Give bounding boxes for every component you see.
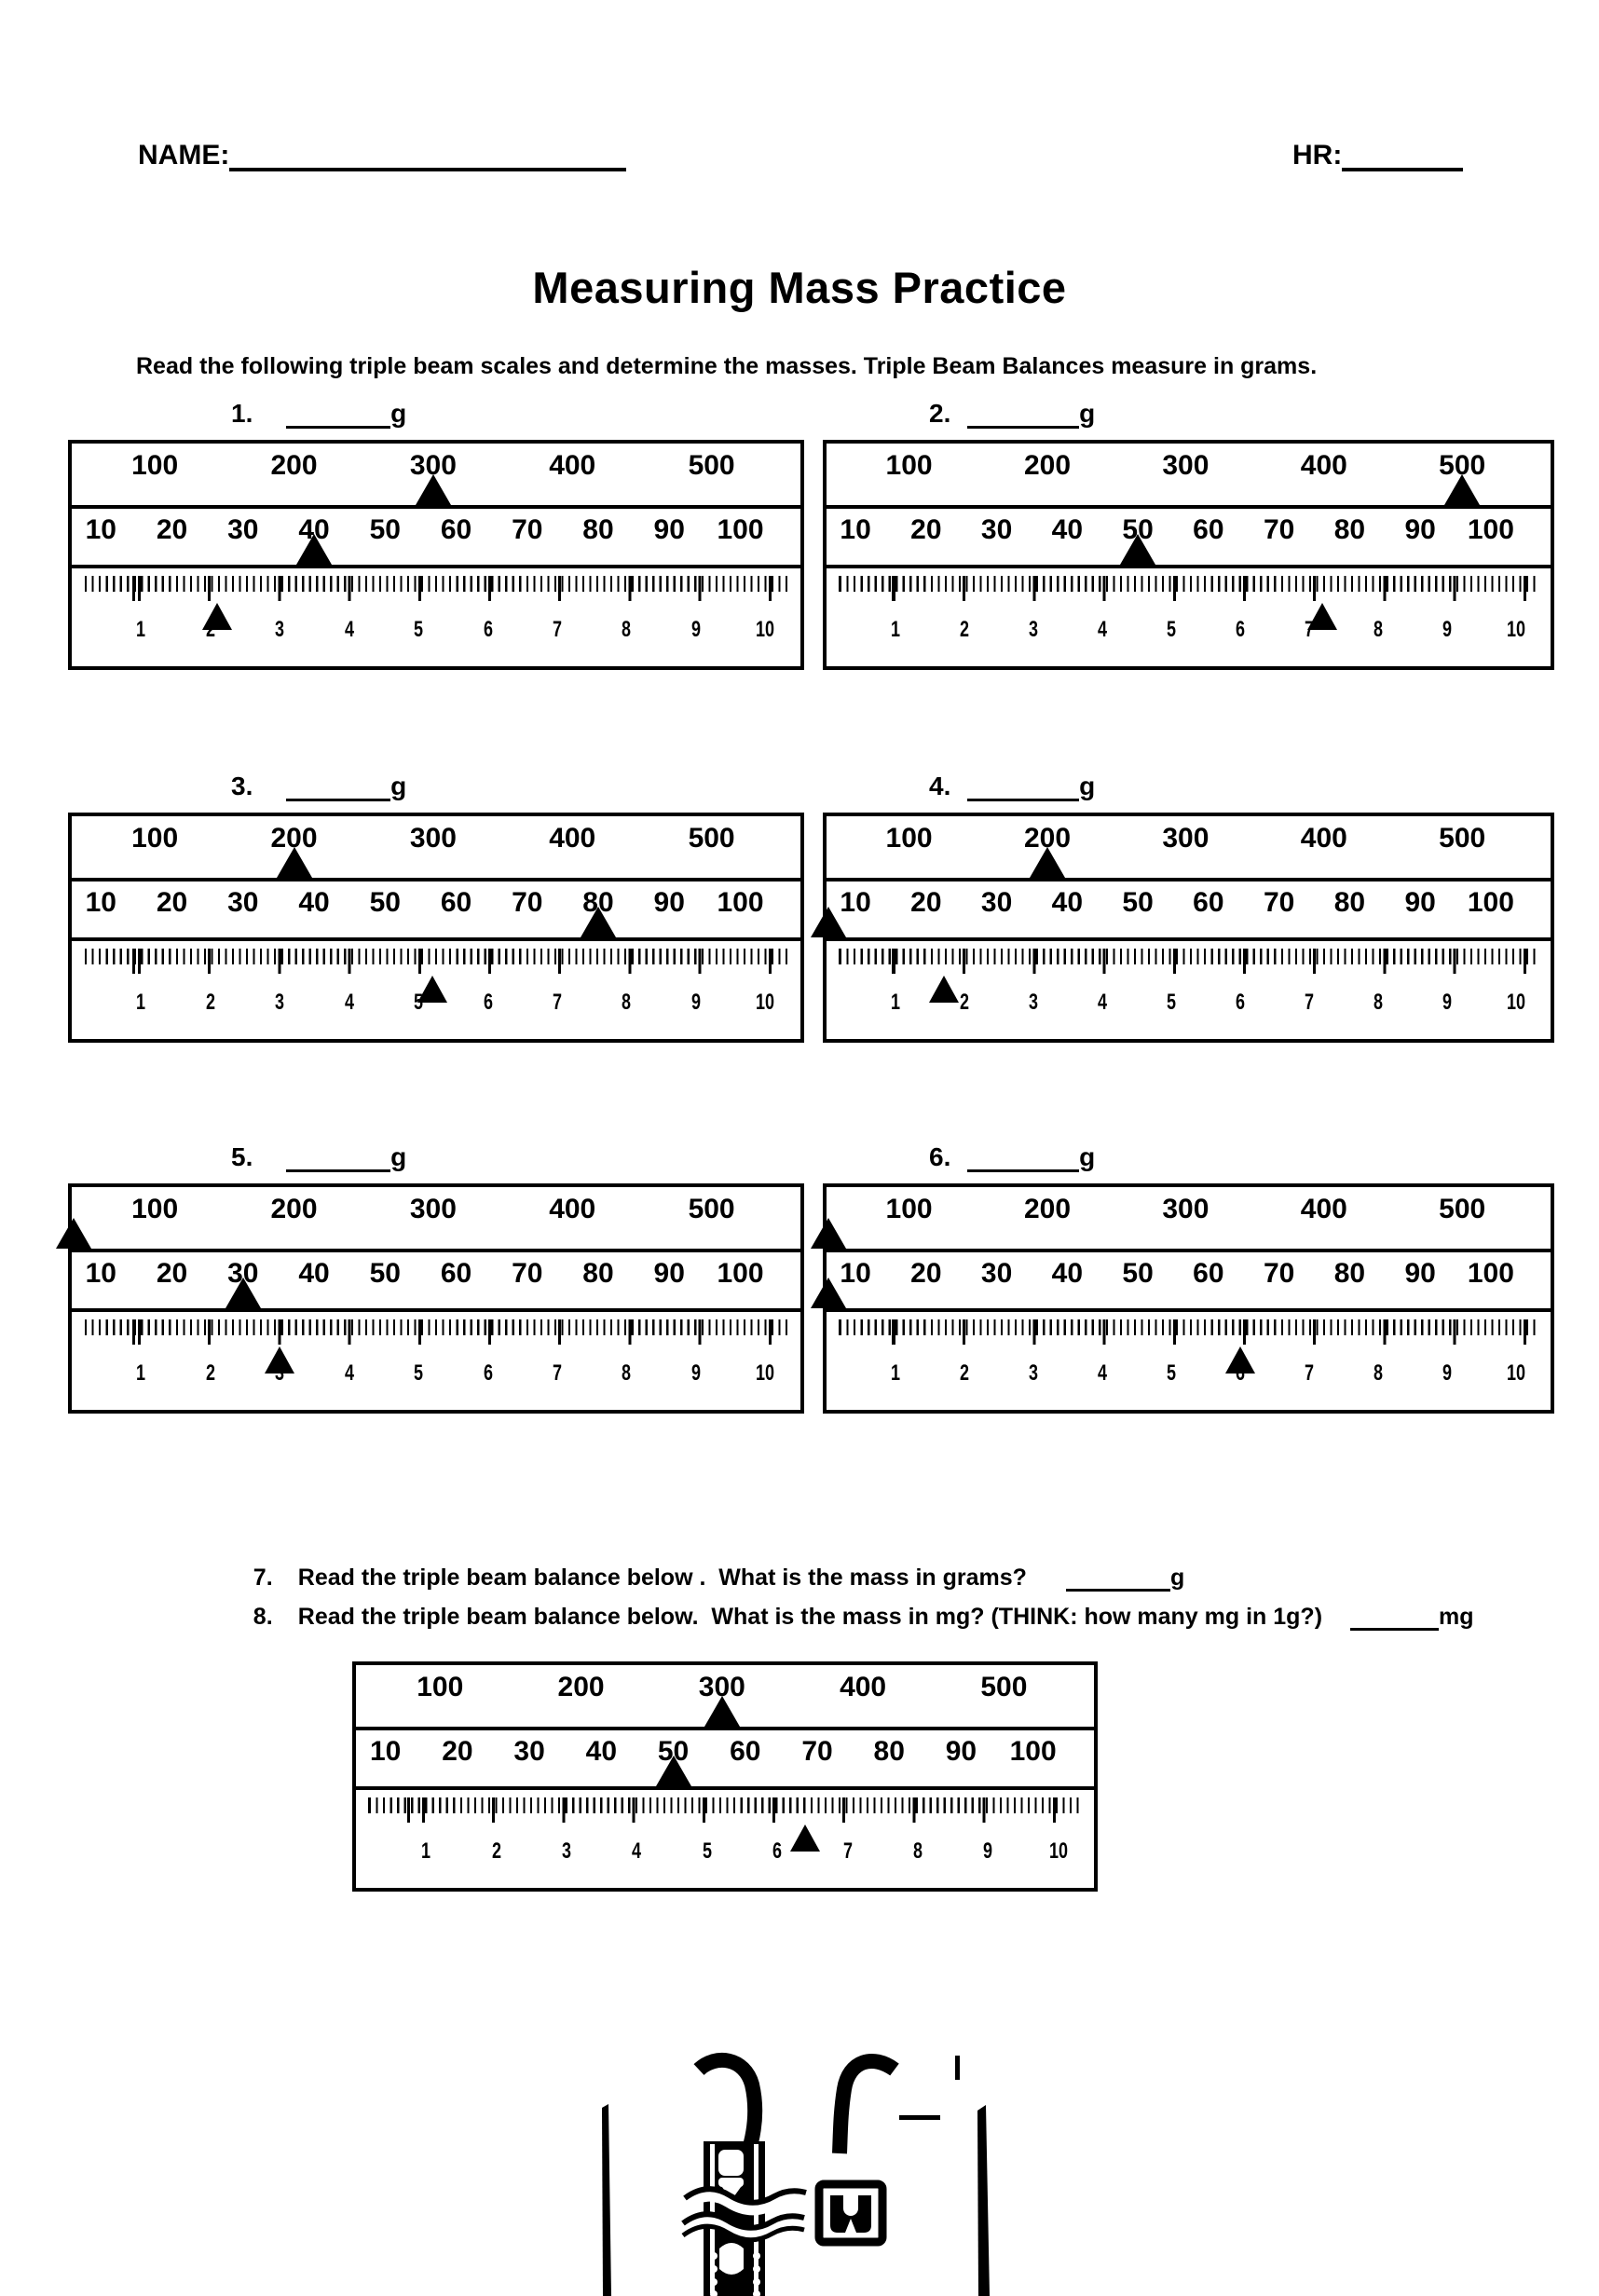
beam-tens-tick-label: 10: [840, 514, 871, 545]
beam-ones-tick-label: 1: [136, 617, 146, 642]
beam-tens: [72, 509, 800, 568]
triple-beam-scale-q78: [352, 1661, 1098, 1892]
beam-hundreds-tick-label: 500: [1439, 823, 1486, 854]
question-text: Read the triple beam balance below . What is the mass in grams?: [297, 1565, 1027, 1591]
beam-ones: [72, 941, 800, 1039]
triple-beam-scale-1: [68, 440, 804, 670]
beam-tens-tick-label: 50: [1122, 514, 1154, 545]
beam-hundreds-tick-label: 400: [1300, 1194, 1347, 1224]
beam-tens: [827, 1252, 1551, 1312]
unit-label: g: [1079, 399, 1096, 428]
beam-tens: [72, 1252, 800, 1312]
beam-tens-tick-label: 20: [442, 1736, 473, 1767]
beam-tens-tick-label: 80: [873, 1736, 905, 1767]
beam-tens-tick-label: 80: [582, 514, 614, 545]
pointer-hundreds-arrow: [56, 1218, 91, 1249]
beam-tens-tick-label: 90: [653, 514, 685, 545]
beam-ones-tick-label: 5: [1166, 617, 1176, 642]
triple-beam-scale-4: [823, 813, 1554, 1043]
name-label: NAME:: [138, 140, 230, 171]
beam-ones-tick-label: 4: [344, 1360, 354, 1386]
beam-ones-tick-label: 8: [913, 1838, 923, 1864]
pointer-tens-arrow: [1120, 534, 1155, 565]
beam-tens-tick-label: 90: [653, 1258, 685, 1289]
beam-tens-tick-label: 90: [1404, 887, 1436, 918]
unit-label: g: [1079, 772, 1096, 800]
beam-tens-tick-label: 20: [156, 514, 188, 545]
beam-ones-tick-label: 8: [622, 617, 632, 642]
beam-ones-tick-label: 10: [756, 617, 775, 642]
beam-tens-tick-label: 30: [227, 887, 259, 918]
beam-ones-tick-label: 1: [136, 1360, 146, 1386]
tick-strip: [83, 1319, 789, 1345]
hook-right-icon: [840, 2061, 895, 2153]
beam-ones-tick-label: 6: [1235, 1360, 1245, 1386]
beam-tens-tick-label: 10: [85, 1258, 116, 1289]
beam-ones: [827, 1312, 1551, 1410]
balance-pointer-strip: [683, 2141, 806, 2296]
scale-cell-5: [68, 1142, 804, 1414]
beam-ones-tick-label: 3: [1028, 990, 1038, 1015]
beam-hundreds-tick-label: 300: [409, 1194, 457, 1224]
beam-tens-tick-label: 70: [512, 887, 543, 918]
answer-blank: [286, 402, 390, 429]
beam-ones-tick-label: 1: [890, 617, 900, 642]
beam-hundreds-tick-label: 300: [1162, 1194, 1210, 1224]
beam-ones-tick-label: 4: [1097, 1360, 1107, 1386]
beam-ones-tick-label: 2: [491, 1838, 501, 1864]
pointer-tens-arrow: [296, 534, 332, 565]
beam-hundreds-tick-label: 200: [557, 1672, 605, 1702]
beam-tens-tick-label: 40: [1051, 514, 1084, 545]
beam-tens: [827, 509, 1551, 568]
tick-strip: [367, 1797, 1083, 1823]
triple-beam-scale-2: [823, 440, 1554, 670]
beam-tens-tick-label: 50: [1122, 887, 1154, 918]
beam-ones-tick-label: 1: [890, 990, 900, 1015]
question-text: Read the triple beam balance below. What is the mass in mg? (THINK: how many mg in 1g?): [297, 1604, 1323, 1630]
beam-ones: [72, 1312, 800, 1410]
beam-hundreds-tick-label: 400: [1300, 823, 1347, 854]
beam-hundreds-tick-label: 200: [270, 450, 318, 481]
beam-ones-tick-label: 2: [205, 990, 215, 1015]
pointer-tens-arrow: [656, 1756, 691, 1786]
name-blank-line: [229, 140, 626, 171]
beam-ones-tick-label: 1: [136, 990, 146, 1015]
beam-hundreds-tick-label: 500: [1439, 450, 1486, 481]
beam-ones-tick-label: 8: [622, 990, 632, 1015]
beam-hundreds-tick-label: 300: [698, 1672, 745, 1702]
triple-beam-scale-3: [68, 813, 804, 1043]
beam-ones-tick-label: 5: [414, 1360, 424, 1386]
scale-caption: [823, 399, 1554, 440]
pointer-ones-arrow: [790, 1824, 820, 1852]
beam-tens: [827, 882, 1551, 941]
beam-ones-tick-label: 8: [1373, 1360, 1383, 1386]
question-number: 3.: [231, 772, 253, 800]
beam-tens-tick-label: 50: [1122, 1258, 1154, 1289]
beam-tens-tick-label: 60: [730, 1736, 761, 1767]
unit-label: g: [1079, 1142, 1096, 1171]
beam-hundreds-tick-label: 500: [688, 823, 735, 854]
hook-left-icon: [699, 2060, 755, 2155]
beam-ones-tick-label: 3: [1028, 617, 1038, 642]
beam-ones-tick-label: 9: [1442, 990, 1452, 1015]
beam-hundreds-tick-label: 100: [885, 823, 933, 854]
beam-tens-tick-label: 80: [1333, 887, 1366, 918]
instruction-text: Read the following triple beam scales and determine the masses. Triple Beam Balances measure in grams.: [136, 353, 1318, 379]
answer-blank: [967, 1145, 1079, 1172]
beam-ones-tick-label: 9: [1442, 617, 1452, 642]
beam-ones-tick-label: 3: [1028, 1360, 1038, 1386]
balance-fitting-square: [819, 2184, 882, 2242]
scale-cell-1: [68, 399, 804, 670]
balance-photo-fragment: [559, 2036, 1006, 2296]
question-number: 7.: [253, 1565, 273, 1591]
beam-tens-tick-label: 100: [1467, 514, 1514, 545]
beam-hundreds-tick-label: 100: [885, 1194, 933, 1224]
beam-hundreds-tick-label: 400: [549, 1194, 596, 1224]
beam-ones-tick-label: 10: [756, 990, 775, 1015]
beam-ones: [72, 568, 800, 666]
beam-ones-tick-label: 1: [890, 1360, 900, 1386]
beam-ones-tick-label: 4: [1097, 617, 1107, 642]
beam-ones-tick-label: 4: [1097, 990, 1107, 1015]
question-number: 1.: [231, 399, 253, 428]
beam-tens-tick-label: 20: [156, 887, 188, 918]
tick-mark: [955, 2056, 960, 2080]
beam-hundreds: [827, 1187, 1551, 1252]
tick-strip: [83, 949, 789, 974]
beam-ones-tick-label: 5: [1166, 990, 1176, 1015]
beam-ones-tick-label: 8: [1373, 617, 1383, 642]
beam-hundreds-tick-label: 400: [1300, 450, 1347, 481]
beam-hundreds-tick-label: 300: [409, 450, 457, 481]
beam-ones-tick-label: 9: [690, 990, 701, 1015]
beam-tens-tick-label: 90: [1404, 1258, 1436, 1289]
beam-ones-tick-label: 6: [1235, 990, 1245, 1015]
beam-ones-tick-label: 6: [483, 990, 493, 1015]
question-number: 4.: [929, 772, 951, 800]
beam-hundreds-tick-label: 400: [549, 823, 596, 854]
answer-blank: [286, 1145, 390, 1172]
beam-tens: [356, 1730, 1094, 1790]
beam-tens-tick-label: 50: [369, 887, 401, 918]
beam-ones-tick-label: 10: [756, 1360, 775, 1386]
beam-hundreds-tick-label: 500: [1439, 1194, 1486, 1224]
question-number: 5.: [231, 1142, 253, 1171]
beam-hundreds-tick-label: 500: [980, 1672, 1028, 1702]
beam-ones-tick-label: 4: [344, 990, 354, 1015]
beam-ones-tick-label: 5: [702, 1838, 712, 1864]
pointer-hundreds-arrow: [1444, 474, 1480, 505]
beam-ones-tick-label: 6: [483, 1360, 493, 1386]
beam-tens-tick-label: 10: [85, 887, 116, 918]
question-8: [227, 1577, 1474, 1658]
pointer-hundreds-arrow: [811, 1218, 846, 1249]
beam-tens-tick-label: 30: [513, 1736, 545, 1767]
beam-hundreds-tick-label: 500: [688, 1194, 735, 1224]
beam-ones: [827, 568, 1551, 666]
tick-strip: [83, 576, 789, 601]
beam-ones: [356, 1790, 1094, 1888]
beam-tens-tick-label: 10: [840, 1258, 871, 1289]
hr-label: HR:: [1292, 140, 1343, 171]
beam-hundreds-tick-label: 200: [270, 823, 318, 854]
beam-tens-tick-label: 60: [1193, 887, 1224, 918]
beam-tens-tick-label: 100: [717, 1258, 764, 1289]
beam-tens-tick-label: 100: [1467, 887, 1514, 918]
beam-ones-tick-label: 2: [205, 617, 215, 642]
beam-hundreds-tick-label: 300: [1162, 823, 1210, 854]
beam-hundreds-tick-label: 200: [270, 1194, 318, 1224]
beam-hundreds: [356, 1665, 1094, 1730]
beam-ones-tick-label: 6: [1235, 617, 1245, 642]
pointer-tens-arrow: [581, 907, 616, 937]
hr-blank-line: [1342, 140, 1463, 171]
beam-ones-tick-label: 4: [632, 1838, 642, 1864]
beam-tens-tick-label: 100: [1467, 1258, 1514, 1289]
pointer-ones-arrow: [417, 976, 447, 1003]
beam-tens-tick-label: 20: [156, 1258, 188, 1289]
beam-tens-tick-label: 80: [582, 887, 614, 918]
question-number: 6.: [929, 1142, 951, 1171]
pointer-tens-arrow: [226, 1278, 261, 1308]
beam-tens-tick-label: 90: [945, 1736, 977, 1767]
beam-ones-tick-label: 1: [421, 1838, 431, 1864]
beam-hundreds-tick-label: 100: [417, 1672, 464, 1702]
beam-tens-tick-label: 70: [1263, 887, 1295, 918]
dash-mark: [899, 2115, 940, 2120]
scale-caption: [68, 399, 804, 440]
beam-hundreds-tick-label: 300: [409, 823, 457, 854]
unit-label: g: [390, 772, 407, 800]
beam-tens-tick-label: 60: [1193, 1258, 1224, 1289]
beam-tens-tick-label: 40: [298, 1258, 330, 1289]
beam-ones-tick-label: 5: [414, 617, 424, 642]
pointer-hundreds-arrow: [277, 847, 312, 878]
pointer-ones-arrow: [202, 603, 232, 630]
photo-right-edge-line: [977, 2105, 990, 2296]
beam-tens-tick-label: 40: [1051, 1258, 1084, 1289]
hr-field-row: [1292, 140, 1463, 171]
tick-strip: [838, 576, 1539, 601]
tick-strip: [838, 949, 1539, 974]
photo-left-edge-line: [602, 2104, 611, 2296]
beam-ones-tick-label: 5: [414, 990, 424, 1015]
beam-tens-tick-label: 60: [440, 1258, 472, 1289]
beam-ones-tick-label: 7: [552, 617, 562, 642]
beam-hundreds-tick-label: 100: [885, 450, 933, 481]
beam-tens-tick-label: 40: [298, 887, 330, 918]
beam-tens-tick-label: 40: [298, 514, 330, 545]
beam-tens-tick-label: 60: [440, 514, 472, 545]
beam-tens-tick-label: 80: [1333, 1258, 1366, 1289]
answer-blank: [286, 774, 390, 801]
question-number: 2.: [929, 399, 951, 428]
beam-ones-tick-label: 7: [842, 1838, 853, 1864]
beam-tens-tick-label: 10: [85, 514, 116, 545]
scale-cell-3: [68, 772, 804, 1043]
beam-ones-tick-label: 9: [690, 1360, 701, 1386]
unit-label: g: [390, 399, 407, 428]
beam-tens-tick-label: 50: [657, 1736, 690, 1767]
beam-ones-tick-label: 3: [562, 1838, 572, 1864]
answer-blank: [1350, 1606, 1439, 1631]
beam-tens-tick-label: 90: [653, 887, 685, 918]
beam-ones: [827, 941, 1551, 1039]
beam-hundreds-tick-label: 200: [1023, 823, 1072, 854]
beam-ones-tick-label: 6: [483, 617, 493, 642]
pointer-hundreds-arrow: [704, 1696, 740, 1727]
beam-tens-tick-label: 60: [440, 887, 472, 918]
beam-tens-tick-label: 40: [585, 1736, 618, 1767]
beam-ones-tick-label: 3: [275, 990, 285, 1015]
answer-blank: [967, 402, 1079, 429]
pointer-hundreds-arrow: [1030, 847, 1065, 878]
beam-ones-tick-label: 7: [552, 1360, 562, 1386]
beam-tens-tick-label: 70: [512, 514, 543, 545]
beam-tens-tick-label: 10: [369, 1736, 402, 1767]
scale-cell-4: [823, 772, 1554, 1043]
page-title: Measuring Mass Practice: [532, 263, 1067, 313]
beam-tens-tick-label: 20: [910, 887, 942, 918]
beam-ones-tick-label: 10: [1506, 1360, 1525, 1386]
beam-ones-tick-label: 9: [983, 1838, 993, 1864]
beam-ones-tick-label: 3: [275, 1360, 285, 1386]
question-number: 8.: [253, 1604, 273, 1630]
beam-ones-tick-label: 9: [690, 617, 701, 642]
answer-blank: [967, 774, 1079, 801]
beam-tens-tick-label: 30: [227, 1258, 259, 1289]
beam-tens-tick-label: 20: [910, 1258, 942, 1289]
beam-hundreds-tick-label: 200: [1023, 1194, 1072, 1224]
beam-tens-tick-label: 30: [227, 514, 259, 545]
beam-tens-tick-label: 80: [582, 1258, 614, 1289]
scale-cell-6: [823, 1142, 1554, 1414]
beam-ones-tick-label: 10: [1048, 1838, 1068, 1864]
beam-tens-tick-label: 60: [1193, 514, 1224, 545]
beam-ones-tick-label: 7: [1304, 1360, 1314, 1386]
beam-tens-tick-label: 70: [1263, 1258, 1295, 1289]
beam-hundreds: [72, 444, 800, 509]
beam-tens-tick-label: 100: [717, 887, 764, 918]
beam-ones-tick-label: 10: [1506, 617, 1525, 642]
scale-cell-2: [823, 399, 1554, 670]
tick-strip: [838, 1319, 1539, 1345]
beam-hundreds-tick-label: 200: [1023, 450, 1072, 481]
beam-hundreds-tick-label: 100: [131, 450, 179, 481]
scale-caption: [823, 1142, 1554, 1183]
beam-tens-tick-label: 70: [512, 1258, 543, 1289]
pointer-ones-arrow: [265, 1346, 294, 1374]
pointer-ones-arrow: [929, 976, 959, 1003]
scale-caption: [68, 1142, 804, 1183]
unit-label: g: [390, 1142, 407, 1171]
scale-caption: [68, 772, 804, 813]
beam-ones-tick-label: 4: [344, 617, 354, 642]
beam-tens-tick-label: 30: [980, 1258, 1013, 1289]
pointer-hundreds-arrow: [416, 474, 451, 505]
beam-hundreds-tick-label: 100: [131, 823, 179, 854]
beam-ones-tick-label: 5: [1166, 1360, 1176, 1386]
beam-hundreds-tick-label: 400: [840, 1672, 887, 1702]
pointer-tens-arrow: [811, 907, 846, 937]
pointer-ones-arrow: [1225, 1346, 1255, 1374]
beam-tens-tick-label: 70: [1263, 514, 1295, 545]
beam-ones-tick-label: 6: [772, 1838, 783, 1864]
scale-cell-q78: [352, 1661, 1098, 1892]
beam-tens-tick-label: 100: [1009, 1736, 1057, 1767]
beam-hundreds: [72, 1187, 800, 1252]
beam-tens-tick-label: 30: [980, 514, 1013, 545]
beam-ones-tick-label: 7: [552, 990, 562, 1015]
beam-ones-tick-label: 8: [1373, 990, 1383, 1015]
unit-label: g: [1169, 1565, 1185, 1591]
pointer-ones-arrow: [1307, 603, 1337, 630]
beam-tens: [72, 882, 800, 941]
beam-ones-tick-label: 2: [959, 1360, 969, 1386]
triple-beam-scale-5: [68, 1183, 804, 1414]
beam-hundreds-tick-label: 300: [1162, 450, 1210, 481]
beam-tens-tick-label: 70: [801, 1736, 833, 1767]
beam-ones-tick-label: 7: [1304, 617, 1314, 642]
beam-ones-tick-label: 9: [1442, 1360, 1452, 1386]
beam-tens-tick-label: 50: [369, 514, 401, 545]
beam-ones-tick-label: 2: [959, 617, 969, 642]
beam-hundreds-tick-label: 100: [131, 1194, 179, 1224]
beam-ones-tick-label: 2: [959, 990, 969, 1015]
beam-hundreds-tick-label: 500: [688, 450, 735, 481]
beam-tens-tick-label: 100: [717, 514, 764, 545]
beam-ones-tick-label: 3: [275, 617, 285, 642]
triple-beam-scale-6: [823, 1183, 1554, 1414]
beam-ones-tick-label: 8: [622, 1360, 632, 1386]
beam-hundreds: [72, 816, 800, 882]
beam-tens-tick-label: 30: [980, 887, 1013, 918]
beam-ones-tick-label: 2: [205, 1360, 215, 1386]
beam-hundreds-tick-label: 400: [549, 450, 596, 481]
pointer-tens-arrow: [811, 1278, 846, 1308]
beam-tens-tick-label: 40: [1051, 887, 1084, 918]
beam-tens-tick-label: 80: [1333, 514, 1366, 545]
beam-tens-tick-label: 90: [1404, 514, 1436, 545]
beam-hundreds: [827, 444, 1551, 509]
beam-ones-tick-label: 10: [1506, 990, 1525, 1015]
beam-tens-tick-label: 50: [369, 1258, 401, 1289]
beam-hundreds: [827, 816, 1551, 882]
name-field-row: [138, 140, 626, 171]
scale-caption: [823, 772, 1554, 813]
beam-tens-tick-label: 10: [840, 887, 871, 918]
beam-tens-tick-label: 20: [910, 514, 942, 545]
beam-ones-tick-label: 7: [1304, 990, 1314, 1015]
unit-label: mg: [1439, 1604, 1474, 1630]
